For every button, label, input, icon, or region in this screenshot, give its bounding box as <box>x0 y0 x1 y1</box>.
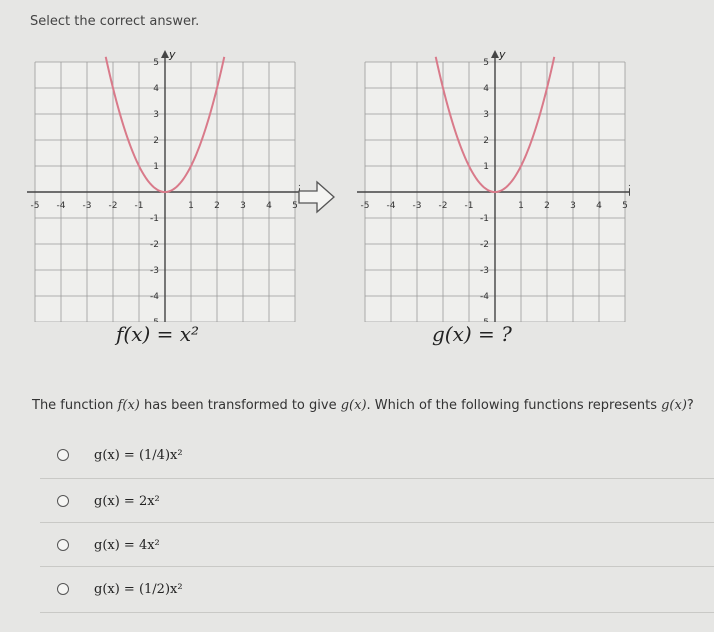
x-axis-label <box>628 176 630 189</box>
y-tick-label: 3 <box>483 110 489 120</box>
y-tick-label: -1 <box>150 214 159 224</box>
y-tick-label: -4 <box>480 292 489 302</box>
x-tick-label: -4 <box>56 201 66 211</box>
x-axis-arrow-icon <box>629 188 630 196</box>
x-tick-label: -1 <box>134 201 144 211</box>
x-tick-label: -2 <box>108 201 118 211</box>
x-tick-label: -1 <box>464 201 474 211</box>
x-tick-label: 4 <box>266 201 272 211</box>
option-3[interactable] <box>40 522 714 568</box>
x-tick-label: -2 <box>438 201 448 211</box>
option-label: g(x) = 2x² <box>94 493 160 509</box>
y-axis-arrow-icon <box>161 50 169 58</box>
f-caption: f(x) = x² <box>116 322 200 346</box>
radio-button[interactable] <box>57 539 69 551</box>
y-tick-label: 2 <box>483 136 489 146</box>
x-tick-label: 3 <box>240 201 246 211</box>
x-tick-label: -4 <box>386 201 396 211</box>
option-2[interactable] <box>40 478 714 524</box>
x-tick-label: 1 <box>518 201 524 211</box>
y-tick-label: -2 <box>480 240 489 250</box>
y-tick-label: 4 <box>483 84 489 94</box>
radio-button[interactable] <box>57 449 69 461</box>
g-caption: g(x) = ? <box>432 322 512 346</box>
coordinate-plane <box>0 40 300 322</box>
y-tick-label: -2 <box>150 240 159 250</box>
option-label: g(x) = (1/4)x² <box>94 447 183 463</box>
y-axis-label: y <box>499 48 506 61</box>
option-4[interactable] <box>40 566 714 612</box>
option-label: g(x) = 4x² <box>94 537 160 553</box>
y-tick-label: 4 <box>153 84 159 94</box>
x-tick-label: 1 <box>188 201 194 211</box>
y-tick-label: 2 <box>153 136 159 146</box>
x-tick-label: 3 <box>570 201 576 211</box>
option-1[interactable] <box>40 432 714 478</box>
y-axis-label: y <box>169 48 176 61</box>
graph-g <box>330 40 630 326</box>
x-tick-label: -5 <box>360 201 370 211</box>
y-tick-label: 1 <box>153 162 159 172</box>
y-tick-label: -3 <box>480 266 489 276</box>
x-tick-label: -3 <box>412 201 422 211</box>
x-tick-label: 5 <box>622 201 628 211</box>
y-tick-label: -3 <box>150 266 159 276</box>
x-tick-label: -5 <box>30 201 40 211</box>
y-tick-label: 5 <box>483 58 489 68</box>
x-tick-label: 5 <box>292 201 298 211</box>
radio-button[interactable] <box>57 495 69 507</box>
y-tick-label: 5 <box>153 58 159 68</box>
instruction-text: Select the correct answer. <box>30 14 200 29</box>
y-tick-label: -1 <box>480 214 489 224</box>
graph-f <box>0 40 300 326</box>
radio-button[interactable] <box>57 583 69 595</box>
x-tick-label: 2 <box>214 201 220 211</box>
x-tick-label: 4 <box>596 201 602 211</box>
x-tick-label: 2 <box>544 201 550 211</box>
y-axis-arrow-icon <box>491 50 499 58</box>
coordinate-plane <box>330 40 630 322</box>
question-text: The function f(x) has been transformed to give g(x). Which of the following functions represents g(x)? <box>32 398 694 413</box>
y-tick-label: -4 <box>150 292 159 302</box>
divider <box>40 612 714 613</box>
option-label: g(x) = (1/2)x² <box>94 581 183 597</box>
y-tick-label: 3 <box>153 110 159 120</box>
y-tick-label: 1 <box>483 162 489 172</box>
x-tick-label: -3 <box>82 201 92 211</box>
